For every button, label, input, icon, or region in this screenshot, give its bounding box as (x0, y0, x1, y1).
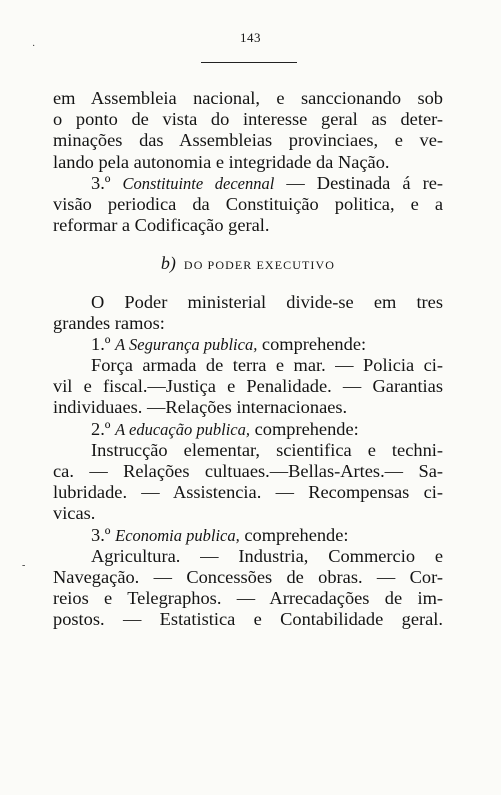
ramo-heading (53, 419, 443, 440)
ramo-after: comprehende: (249, 418, 359, 439)
item-text: — Destinada á re- (274, 172, 443, 193)
section-heading (53, 253, 443, 274)
text-line: vil e fiscal.—Justiça e Penalidade. — Garantias (53, 376, 443, 397)
text-line: postos. — Estatistica e Contabilidade geral. (53, 609, 443, 630)
text-line: minações das Assembleias provinciaes, e ve- (53, 130, 443, 151)
margin-speck: · (32, 41, 36, 52)
ramo-after: comprehende: (257, 333, 367, 354)
margin-speck: - (22, 560, 26, 571)
ramo-title: Economia publica, (115, 525, 240, 545)
item-3-line (53, 173, 443, 194)
section-letter: b) (160, 253, 176, 274)
text-line: grandes ramos: (53, 312, 165, 333)
text-line: vicas. (53, 503, 96, 524)
ramo-title: A Segurança publica, (115, 334, 258, 354)
text-line: reformar a Codificação geral. (53, 215, 270, 236)
text-line: em Assembleia nacional, e sanccionando sob (53, 88, 443, 108)
ramo-after: comprehende: (239, 524, 349, 545)
text-line: ca. — Relações cultuaes.—Bellas-Artes.— Sa- (53, 461, 443, 481)
ramo-heading (53, 334, 443, 355)
page-body (53, 88, 443, 631)
section-title: DO PODER EXECUTIVO (183, 258, 336, 273)
page-number: 143 (240, 30, 261, 45)
header-rule (201, 62, 297, 63)
ramo-number: 1.º (91, 333, 111, 354)
text-line: reios e Telegraphos. — Arrecadações de im- (53, 588, 443, 609)
text-line: O Poder ministerial divide-se em tres (91, 291, 443, 312)
text-line: o ponto de vista do interesse geral as deter- (53, 109, 443, 130)
text-line: visão periodica da Constituição politica, e a (53, 193, 443, 214)
text-line: Instrucção elementar, scientifica e techni- (91, 439, 443, 460)
item-number: 3.º (91, 172, 111, 193)
ramo-number: 3.º (91, 524, 111, 545)
ramo-number: 2.º (91, 418, 111, 439)
text-line: Força armada de terra e mar. — Policia ci- (91, 355, 443, 376)
text-line: individuaes. —Relações internacionaes. (53, 397, 348, 418)
item-title: Constituinte decennal (122, 173, 275, 193)
ramo-title: A educação publica, (115, 419, 250, 439)
text-line: Agricultura. — Industria, Commercio e (91, 545, 443, 566)
text-line: lubridade. — Assistencia. — Recompensas ci- (53, 482, 443, 503)
text-line: lando pela autonomia e integridade da Nação. (53, 151, 390, 172)
text-line: Navegação. — Concessões de obras. — Cor- (53, 566, 443, 587)
ramo-heading (53, 525, 443, 546)
